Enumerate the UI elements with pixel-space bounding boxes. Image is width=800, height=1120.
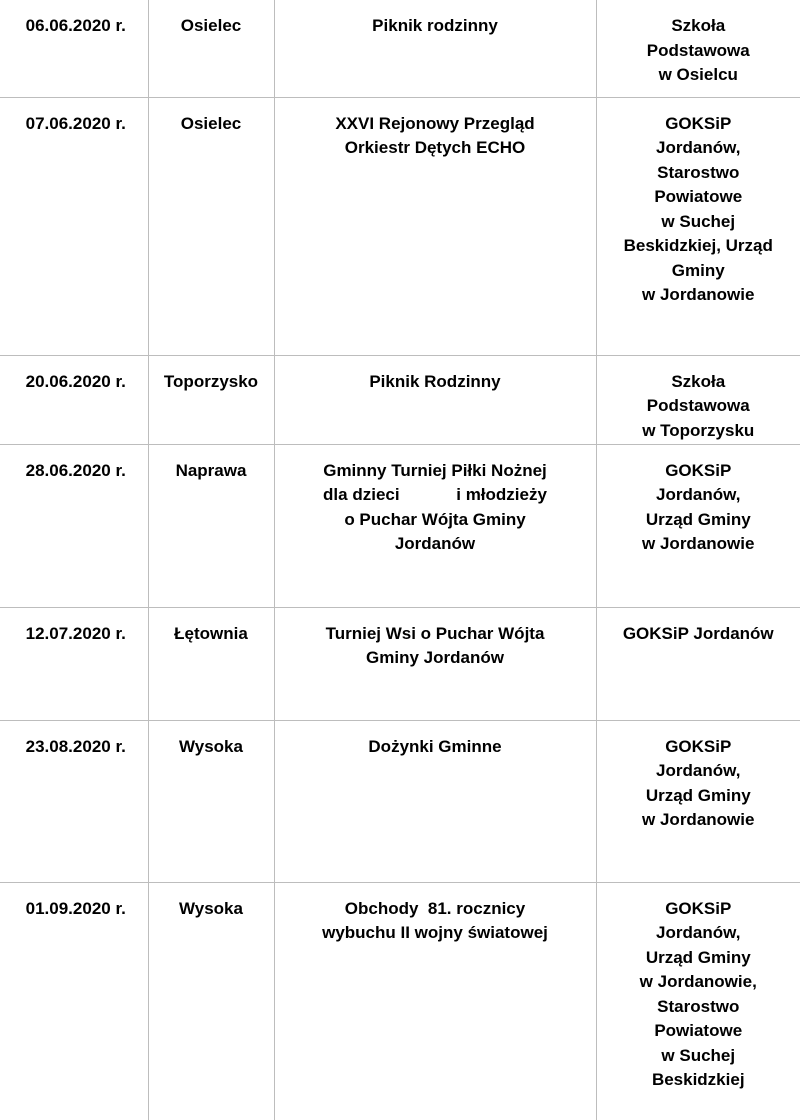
event-place-text: Osielec	[180, 16, 242, 35]
organizer-line: GOKSiP Jordanów	[622, 623, 774, 643]
event-date-text: 12.07.2020 r.	[25, 623, 126, 643]
event-place	[148, 97, 274, 355]
event-place-text: Wysoka	[179, 898, 243, 918]
organizer-line: Powiatowe	[654, 1021, 743, 1040]
organizer-line: Jordanów,	[656, 485, 741, 504]
table-row	[0, 97, 800, 355]
event-organizer	[596, 444, 800, 607]
event-title	[274, 607, 596, 720]
event-title-line: Piknik rodzinny	[372, 16, 498, 35]
organizer-line: Szkoła	[671, 16, 726, 35]
organizer-line: w Toporzysku	[642, 420, 755, 440]
event-title-line: Jordanów	[394, 534, 476, 553]
event-date-text: 01.09.2020 r.	[25, 898, 126, 918]
organizer-line: w Jordanowie	[642, 534, 755, 553]
organizer-line: w Jordanowie	[642, 285, 755, 304]
event-date	[0, 444, 148, 607]
event-organizer	[596, 882, 800, 1120]
event-place	[148, 607, 274, 720]
table-row	[0, 0, 800, 97]
event-organizer	[596, 607, 800, 720]
organizer-line: Podstawowa	[646, 40, 750, 60]
event-organizer	[596, 720, 800, 882]
event-title-line: Gminy Jordanów	[366, 648, 504, 667]
organizer-line: w Suchej	[661, 1045, 736, 1065]
event-place-text: Wysoka	[179, 736, 243, 756]
table-row	[0, 355, 800, 444]
event-place	[148, 444, 274, 607]
organizer-line: w Jordanowie	[642, 810, 755, 829]
event-date	[0, 882, 148, 1120]
organizer-line: Szkoła	[671, 371, 726, 391]
event-date	[0, 355, 148, 444]
organizer-line: Jordanów,	[656, 761, 741, 780]
organizer-line: Jordanów,	[656, 138, 741, 157]
organizer-line: GOKSiP	[665, 113, 732, 133]
event-date	[0, 0, 148, 97]
event-title	[274, 97, 596, 355]
organizer-line: w Osielcu	[658, 65, 738, 84]
organizer-line: Urząd Gminy	[645, 947, 751, 967]
event-title-line: Dożynki Gminne	[368, 736, 502, 756]
event-title	[274, 444, 596, 607]
table-row	[0, 720, 800, 882]
organizer-line: GOKSiP	[665, 460, 732, 480]
event-place-text: Naprawa	[175, 460, 247, 480]
event-title	[274, 0, 596, 97]
event-date-text: 20.06.2020 r.	[25, 371, 126, 391]
event-place	[148, 882, 274, 1120]
organizer-line: w Suchej	[661, 211, 736, 231]
event-organizer	[596, 97, 800, 355]
organizer-line: Gminy	[671, 260, 725, 280]
event-title-line: wybuchu II wojny światowej	[322, 923, 548, 942]
event-place-text: Osielec	[180, 113, 242, 133]
event-title	[274, 355, 596, 444]
event-date-text: 06.06.2020 r.	[25, 16, 126, 35]
organizer-line: Podstawowa	[646, 396, 750, 415]
table-row	[0, 444, 800, 607]
event-place-text: Toporzysko	[163, 371, 259, 391]
event-date-text: 28.06.2020 r.	[25, 460, 126, 480]
event-title-line: o Puchar Wójta Gminy	[344, 509, 526, 529]
event-title-line: Orkiestr Dętych ECHO	[344, 138, 526, 157]
organizer-line: Beskidzkiej, Urząd	[623, 236, 773, 255]
organizer-line: Urząd Gminy	[645, 785, 751, 805]
organizer-line: Starostwo	[657, 162, 740, 182]
event-date	[0, 720, 148, 882]
event-place-text: Łętownia	[174, 623, 248, 643]
organizer-line: Powiatowe	[654, 187, 743, 206]
event-organizer	[596, 0, 800, 97]
event-title	[274, 882, 596, 1120]
event-date-text: 23.08.2020 r.	[25, 736, 126, 756]
organizer-line: w Jordanowie,	[639, 972, 757, 991]
event-date	[0, 607, 148, 720]
table-row	[0, 607, 800, 720]
event-place	[148, 355, 274, 444]
event-place	[148, 720, 274, 882]
event-date	[0, 97, 148, 355]
event-place	[148, 0, 274, 97]
event-title-line: Turniej Wsi o Puchar Wójta	[325, 623, 545, 643]
organizer-line: Urząd Gminy	[645, 509, 751, 529]
event-title-line: Piknik Rodzinny	[369, 371, 501, 391]
organizer-line: GOKSiP	[665, 898, 732, 918]
event-date-text: 07.06.2020 r.	[25, 113, 126, 133]
table-row	[0, 882, 800, 1120]
event-organizer	[596, 355, 800, 444]
organizer-line: Starostwo	[657, 996, 740, 1016]
event-title-line: Obchody 81. rocznicy	[344, 898, 526, 918]
event-title-line: dla dzieci i młodzieży	[323, 485, 547, 504]
organizer-line: Jordanów,	[656, 923, 741, 942]
organizer-line: GOKSiP	[665, 736, 732, 756]
event-title-line: Gminny Turniej Piłki Nożnej	[323, 460, 547, 480]
organizer-line: Beskidzkiej	[651, 1070, 745, 1089]
event-title-line: XXVI Rejonowy Przegląd	[335, 113, 535, 133]
event-title	[274, 720, 596, 882]
